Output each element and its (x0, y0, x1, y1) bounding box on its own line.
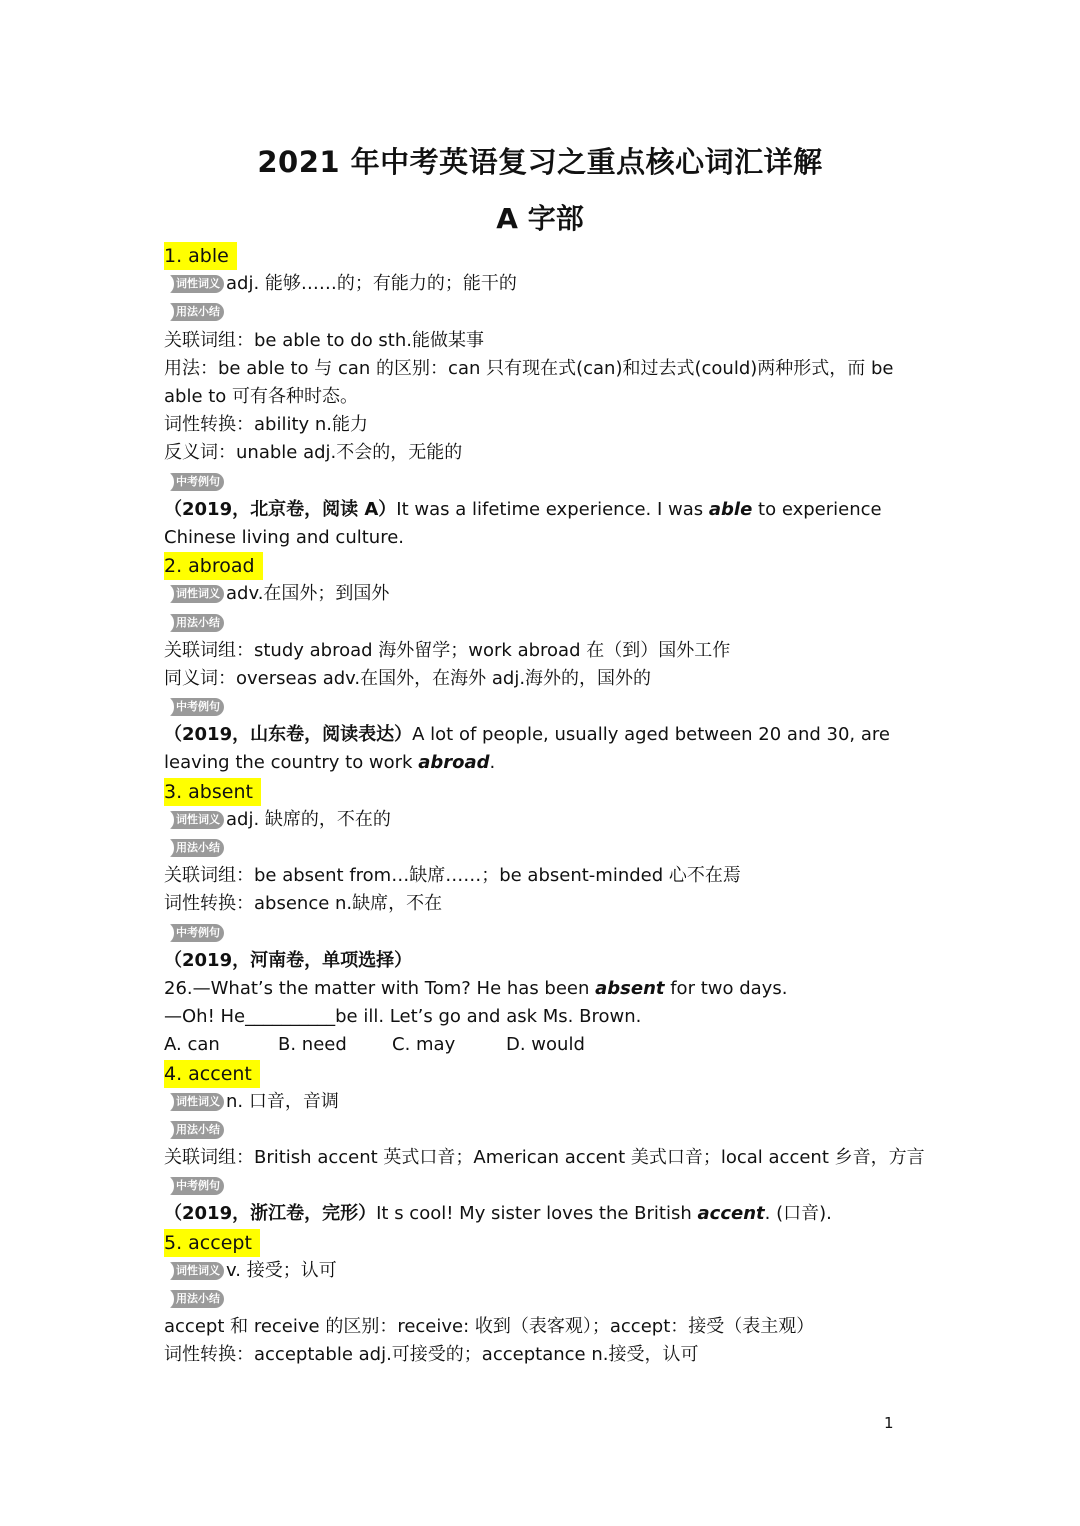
entry-word: 1. able (164, 242, 237, 270)
answer-line: —Oh! He__________be ill. Let’s go and ask Ms. Brown. (164, 1006, 642, 1028)
example-source: （2019，浙江卷，完形） (164, 1203, 377, 1225)
usage-row (164, 609, 924, 637)
meaning-row (164, 1088, 924, 1116)
usage-line: 用法：be able to 与 can 的区别：can 只有现在式(can)和过去式(could)两种形式，而 be able to 可有各种时态。 (164, 357, 894, 407)
usage-line: 词性转换：absence n.缺席，不在 (164, 893, 443, 915)
usage-row (164, 1285, 924, 1313)
usage-line: 词性转换：acceptable adj.可接受的；acceptance n.接受，认可 (164, 1344, 699, 1366)
example-text: A lot of people, usually aged between 20 and 30, are leaving the country to work (164, 724, 890, 774)
example-text: . (489, 752, 496, 774)
entry-word: 3. absent (164, 778, 261, 806)
option-b: B. need (278, 1034, 347, 1056)
meaning-text: v. 接受；认可 (226, 1259, 337, 1281)
example-row (164, 919, 924, 947)
example-tag: 中考例句 (164, 473, 224, 491)
example-text: It s cool! My sister loves the British (376, 1203, 698, 1225)
entry-head (164, 1229, 924, 1257)
example-tag: 中考例句 (164, 698, 224, 716)
meaning-text: adv.在国外；到国外 (226, 583, 390, 605)
example-source: （2019，河南卷，单项选择） (164, 949, 413, 971)
example-keyword: able (708, 498, 753, 520)
section-title: A 字部 (496, 202, 584, 235)
usage-row (164, 298, 924, 326)
entry-head (164, 552, 924, 580)
example-source: （2019，山东卷，阅读表达） (164, 724, 413, 746)
usage-tag: 用法小结 (164, 1121, 224, 1139)
meaning-text: adj. 能够……的；有能力的；能干的 (226, 273, 517, 295)
meaning-row (164, 270, 924, 298)
usage-tag: 用法小结 (164, 839, 224, 857)
example-sentence (164, 1200, 924, 1228)
usage-line: 关联词组：study abroad 海外留学；work abroad 在（到）国外工作 (164, 639, 731, 661)
example-text: It was a lifetime experience. I was (396, 498, 709, 520)
usage-row (164, 834, 924, 862)
entry-word: 2. abroad (164, 552, 263, 580)
usage-line: 关联词组：be able to do sth.能做某事 (164, 329, 484, 351)
meaning-tag: 词性词义 (164, 811, 224, 829)
example-sentence (164, 721, 924, 777)
usage-tag: 用法小结 (164, 303, 224, 321)
example-tag: 中考例句 (164, 1177, 224, 1195)
meaning-tag: 词性词义 (164, 585, 224, 603)
example-row (164, 693, 924, 721)
example-tag: 中考例句 (164, 924, 224, 942)
entry-word: 4. accent (164, 1060, 260, 1088)
option-c: C. may (392, 1034, 456, 1056)
usage-line: 反义词：unable adj.不会的，无能的 (164, 442, 463, 464)
vocab-content (164, 242, 924, 1370)
question-line (164, 975, 924, 1003)
meaning-row (164, 580, 924, 608)
entry-head (164, 1060, 924, 1088)
example-text: to experience Chinese living and culture. (164, 498, 882, 548)
meaning-row (164, 1257, 924, 1285)
entry-head (164, 778, 924, 806)
answer-options (164, 1031, 924, 1059)
usage-line: 同义词：overseas adv.在国外，在海外 adj.海外的，国外的 (164, 667, 652, 689)
example-text: . (口音). (764, 1203, 832, 1225)
question-text: for two days. (664, 977, 788, 999)
meaning-tag: 词性词义 (164, 1093, 224, 1111)
usage-line: 关联词组：British accent 英式口音；American accent 美式口音；local accent 乡音，方言 (164, 1147, 925, 1169)
usage-tag: 用法小结 (164, 1290, 224, 1308)
example-keyword: abroad (418, 752, 490, 774)
meaning-row (164, 806, 924, 834)
usage-line: accept 和 receive 的区别：receive: 收到（表客观）；accept：接受（表主观） (164, 1316, 815, 1338)
usage-line: 词性转换：ability n.能力 (164, 414, 369, 436)
document-title: 2021 年中考英语复习之重点核心词汇详解 (257, 145, 823, 179)
example-row (164, 1172, 924, 1200)
meaning-tag: 词性词义 (164, 275, 224, 293)
entry-word: 5. accept (164, 1229, 260, 1257)
usage-row (164, 1116, 924, 1144)
example-row (164, 468, 924, 496)
option-d: D. would (506, 1034, 585, 1056)
question-text: 26.—What’s the matter with Tom? He has been (164, 977, 596, 999)
entry-head (164, 242, 924, 270)
question-keyword: absent (595, 977, 665, 999)
page-number: 1 (884, 1414, 894, 1432)
option-a: A. can (164, 1034, 220, 1056)
example-sentence (164, 496, 924, 552)
example-keyword: accent (697, 1203, 765, 1225)
usage-tag: 用法小结 (164, 614, 224, 632)
meaning-tag: 词性词义 (164, 1262, 224, 1280)
example-source: （2019，北京卷，阅读 A） (164, 498, 397, 520)
usage-line: 关联词组：be absent from…缺席……；be absent-minded 心不在焉 (164, 865, 741, 887)
meaning-text: n. 口音，音调 (226, 1090, 339, 1112)
meaning-text: adj. 缺席的，不在的 (226, 808, 391, 830)
